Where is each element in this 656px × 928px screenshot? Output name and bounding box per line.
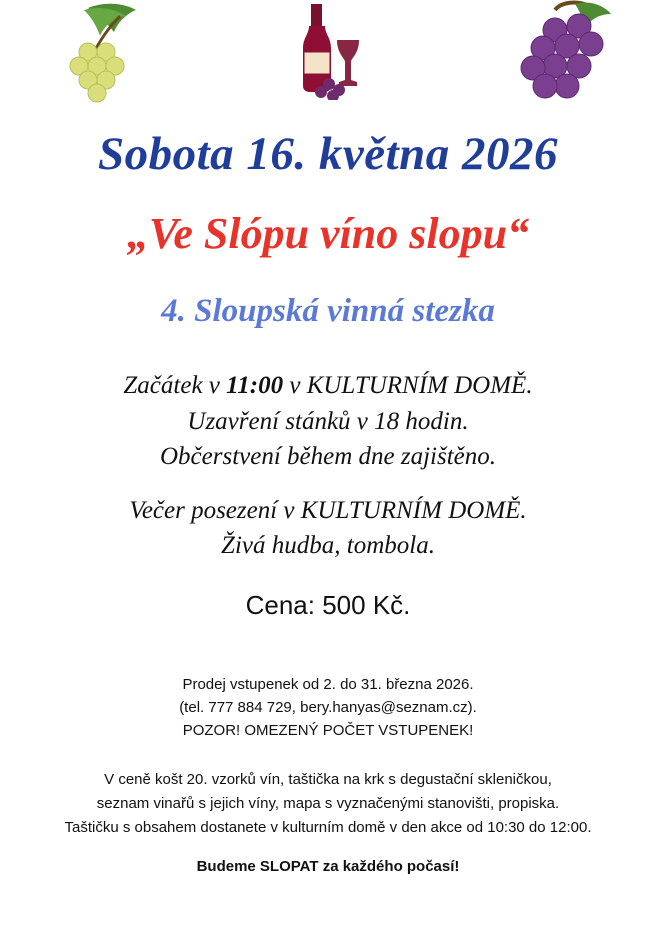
footer-slogan: Budeme SLOPAT za každého počasí! bbox=[196, 858, 460, 876]
artwork-row bbox=[0, 0, 656, 112]
ticket-contact: (tel. 777 884 729, bery.hanyas@seznam.cz). bbox=[179, 698, 477, 716]
program-start-suffix: v KULTURNÍM DOMĚ. bbox=[283, 372, 533, 400]
price-label: Cena: 500 Kč. bbox=[245, 589, 411, 620]
ticket-limit-warning: POZOR! OMEZENÝ POČET VSTUPENEK! bbox=[182, 722, 474, 740]
program-music-line: Živá hudba, tombola. bbox=[221, 532, 435, 560]
purple-grapes-icon bbox=[497, 0, 617, 110]
inclusions-line-2: seznam vinařů s jejich víny, mapa s vyznačenými stanovišti, propiska. bbox=[96, 795, 560, 813]
ticket-sale-period: Prodej vstupenek od 2. do 31. března 2026. bbox=[182, 675, 474, 693]
green-grapes-icon bbox=[40, 0, 150, 110]
page-subtitle: 4. Sloupská vinná stezka bbox=[161, 292, 495, 329]
inclusions-line-1: V ceně košt 20. vzorků vín, taštička na krk s degustační skleničkou, bbox=[104, 771, 552, 789]
program-evening-line: Večer posezení v KULTURNÍM DOMĚ. bbox=[129, 496, 527, 524]
program-start-prefix: Začátek v bbox=[123, 372, 227, 400]
program-closing-line: Uzavření stánků v 18 hodin. bbox=[187, 407, 469, 435]
inclusions-details bbox=[0, 768, 656, 840]
ticket-notice bbox=[0, 673, 656, 743]
program-block bbox=[0, 368, 656, 564]
program-start-time: 11:00 bbox=[226, 372, 284, 400]
page-title-date: Sobota 16. května 2026 bbox=[97, 128, 559, 180]
program-refreshments-line: Občerstvení během dne zajištěno. bbox=[159, 443, 497, 471]
page-title-quote: „Ve Slópu víno slopu“ bbox=[126, 208, 530, 258]
program-start-line bbox=[0, 368, 656, 404]
wine-bottle-glass-icon bbox=[285, 0, 373, 105]
inclusions-line-3: Taštičku s obsahem dostanete v kulturním domě v den akce od 10:30 do 12:00. bbox=[64, 819, 592, 837]
